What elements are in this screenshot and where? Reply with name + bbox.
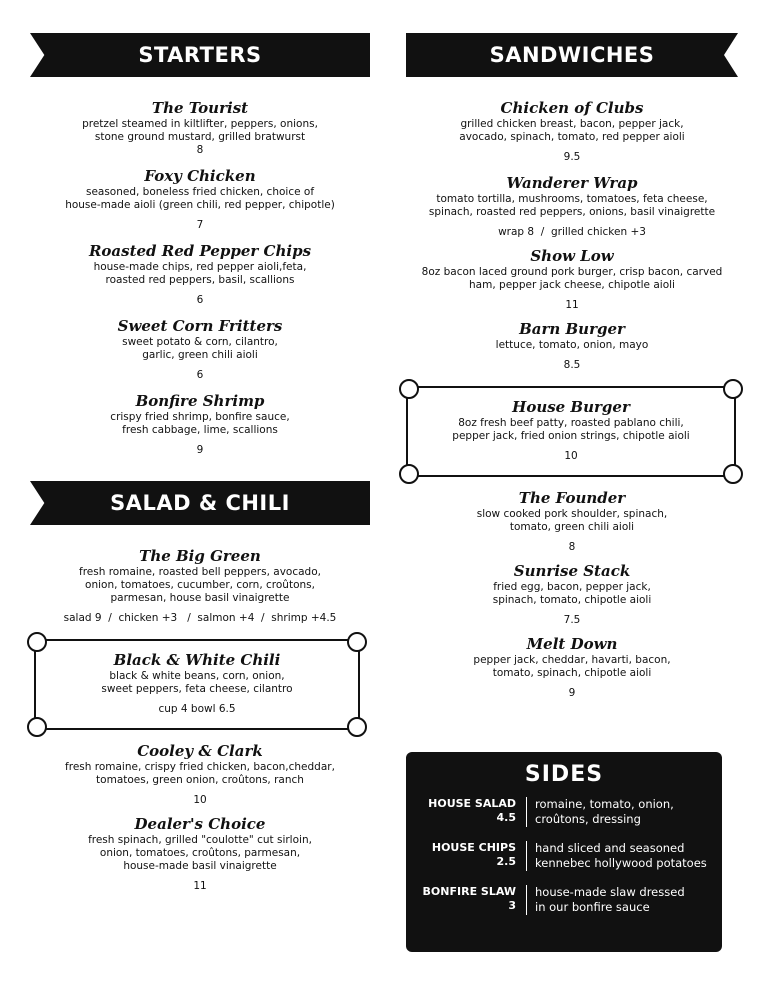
item-price: 11 (193, 880, 207, 892)
side-price: 2.5 (496, 855, 516, 868)
menu-item-sunrise-stack (402, 562, 742, 627)
item-desc: seasoned, boneless fried chicken, choice of house-made aioli (green chili, red pepper, chipotle) (65, 186, 335, 211)
menu-item-barn-burger (402, 320, 742, 372)
item-name: Black & White Chili (113, 651, 281, 669)
side-desc: hand sliced and seasoned kennebec hollywood potatoes (526, 841, 722, 871)
item-desc: black & white beans, corn, onion, sweet peppers, feta cheese, cilantro (101, 670, 293, 695)
menu-item-wanderer-wrap (402, 174, 742, 239)
starters-banner (30, 33, 370, 77)
item-name: Chicken of Clubs (500, 99, 644, 117)
item-price: 8 (568, 541, 576, 553)
item-desc: 8oz bacon laced ground pork burger, crisp bacon, carved ham, pepper jack cheese, chipotle aioli (421, 266, 723, 291)
item-price: cup 4 bowl 6.5 (158, 703, 236, 715)
item-price: 10 (564, 450, 578, 462)
item-desc: tomato tortilla, mushrooms, tomatoes, feta cheese, spinach, roasted red peppers, onions, basil vinaigrette (428, 193, 716, 218)
side-name-price (406, 885, 526, 915)
item-price: 9 (568, 687, 576, 699)
item-price: 10 (193, 794, 207, 806)
menu-item-the-tourist (30, 99, 370, 157)
item-desc: fresh romaine, crispy fried chicken, bacon,cheddar, tomatoes, green onion, croûtons, ranch (65, 761, 335, 786)
menu-item-melt-down (402, 635, 742, 700)
item-price: 6 (196, 369, 204, 381)
side-price: 3 (508, 899, 516, 912)
side-price: 4.5 (496, 811, 516, 824)
item-name: Bonfire Shrimp (135, 392, 265, 410)
left-column (30, 0, 370, 893)
item-name: Roasted Red Pepper Chips (88, 242, 312, 260)
sides-title: SIDES (524, 762, 604, 787)
item-price: salad 9 / chicken +3 / salmon +4 / shrimp +4.5 (63, 612, 337, 624)
item-price: 11 (565, 299, 579, 311)
item-name: Wanderer Wrap (506, 174, 638, 192)
sandwiches-banner (406, 33, 738, 77)
item-desc: crispy fried shrimp, bonfire sauce, fresh cabbage, lime, scallions (110, 411, 290, 436)
item-price: 7.5 (563, 614, 581, 626)
menu-item-the-founder (402, 489, 742, 554)
menu-item-house-burger (406, 386, 736, 477)
item-desc: grilled chicken breast, bacon, pepper jack, avocado, spinach, tomato, red pepper aioli (459, 118, 685, 143)
right-column (402, 0, 742, 700)
salad-chili-banner (30, 481, 370, 525)
side-name-price (406, 841, 526, 871)
side-name: BONFIRE SLAW (422, 885, 516, 898)
menu-item-roasted-red-pepper-chips (30, 242, 370, 307)
item-price: 9.5 (563, 151, 581, 163)
item-name: Foxy Chicken (144, 167, 256, 185)
item-desc: slow cooked pork shoulder, spinach, tomato, green chili aioli (476, 508, 668, 533)
item-name: Sweet Corn Fritters (117, 317, 283, 335)
item-desc: pepper jack, cheddar, havarti, bacon, tomato, spinach, chipotle aioli (473, 654, 671, 679)
menu-item-black-white-chili (34, 639, 360, 730)
starters-title: STARTERS (138, 43, 262, 67)
menu-item-chicken-of-clubs (402, 99, 742, 164)
item-name: The Tourist (151, 99, 249, 117)
item-desc: 8oz fresh beef patty, roasted pablano chili, pepper jack, fried onion strings, chipotle aioli (452, 417, 690, 442)
menu-item-sweet-corn-fritters (30, 317, 370, 382)
item-name: Dealer's Choice (134, 815, 266, 833)
side-item-house-chips (406, 841, 722, 871)
side-name: HOUSE SALAD (428, 797, 516, 810)
item-price: 8.5 (563, 359, 581, 371)
item-price: 6 (196, 294, 204, 306)
menu-item-the-big-green (30, 547, 370, 625)
salad-chili-title: SALAD & CHILI (110, 491, 290, 515)
item-desc: sweet potato & corn, cilantro, garlic, green chili aioli (122, 336, 278, 361)
item-desc: pretzel steamed in kiltlifter, peppers, onions, stone ground mustard, grilled bratwurst (82, 118, 318, 143)
item-name: Melt Down (526, 635, 618, 653)
item-name: The Big Green (139, 547, 261, 565)
item-desc: fried egg, bacon, pepper jack, spinach, tomato, chipotle aioli (492, 581, 652, 606)
sides-box (406, 752, 722, 952)
item-price: 9 (196, 444, 204, 456)
side-item-bonfire-slaw (406, 885, 722, 915)
item-name: Cooley & Clark (137, 742, 263, 760)
item-name: House Burger (512, 398, 630, 416)
menu-item-dealers-choice (30, 815, 370, 893)
menu-item-foxy-chicken (30, 167, 370, 232)
item-price: 8 (196, 144, 204, 156)
menu-item-show-low (402, 247, 742, 312)
item-name: Show Low (530, 247, 614, 265)
item-price: 7 (196, 219, 204, 231)
item-desc: fresh spinach, grilled "coulotte" cut sirloin, onion, tomatoes, croûtons, parmesan, house-made basil vinaigrette (88, 834, 312, 872)
side-desc: house-made slaw dressed in our bonfire sauce (526, 885, 722, 915)
side-desc: romaine, tomato, onion, croûtons, dressing (526, 797, 722, 827)
side-name-price (406, 797, 526, 827)
sandwiches-title: SANDWICHES (489, 43, 655, 67)
item-name: Sunrise Stack (513, 562, 631, 580)
item-price: wrap 8 / grilled chicken +3 (498, 226, 646, 238)
menu-item-cooley-clark (30, 742, 370, 807)
item-desc: fresh romaine, roasted bell peppers, avocado, onion, tomatoes, cucumber, corn, croûtons, parmesan, house basil vinaigrette (79, 566, 321, 604)
menu-item-bonfire-shrimp (30, 392, 370, 457)
item-name: The Founder (518, 489, 626, 507)
item-name: Barn Burger (519, 320, 625, 338)
item-desc: house-made chips, red pepper aioli,feta, roasted red peppers, basil, scallions (93, 261, 307, 286)
side-name: HOUSE CHIPS (431, 841, 516, 854)
item-desc: lettuce, tomato, onion, mayo (495, 339, 649, 351)
side-item-house-salad (406, 797, 722, 827)
